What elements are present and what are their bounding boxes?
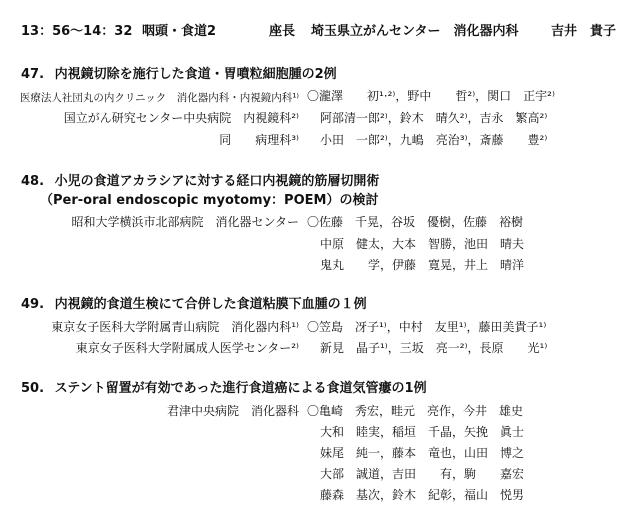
entry-title: ステント留置が有効であった進行食道癌による食道気管瘻の1例 — [54, 381, 427, 396]
affiliation: 医療法人社団丸の内クリニック 消化器内科・内視鏡内科¹⁾ — [19, 92, 299, 104]
entry-number: 49. — [21, 297, 45, 312]
authors: 〇亀崎 秀宏，畦元 亮作，今井 雄史 — [307, 404, 524, 418]
session-time: 13：56〜14：32 — [21, 24, 133, 39]
authors: 中原 健太，大本 智勝，池田 晴夫 — [320, 237, 525, 251]
entry-50-title-line — [21, 381, 427, 397]
entry-number: 50. — [21, 381, 45, 396]
authors: 藤森 基次，鈴木 紀彰，福山 悦男 — [320, 488, 525, 502]
authors: 〇瀧澤 初¹⋅²⁾，野中 哲²⁾，関口 正宇²⁾ — [307, 89, 555, 103]
affiliation: 東京女子医科大学附属青山病院 消化器内科¹⁾ — [51, 320, 299, 334]
affiliation: 昭和大学横浜市北部病院 消化器センター — [71, 215, 299, 229]
entry-number: 47. — [21, 67, 45, 82]
authors: 大和 睦実，稲垣 千晶，矢挽 眞士 — [320, 425, 525, 439]
affiliation: 東京女子医科大学附属成人医学センター²⁾ — [75, 341, 299, 355]
entry-49-title-line — [21, 297, 367, 313]
entry-title: 小児の食道アカラシアに対する経口内視鏡的筋層切開術 — [54, 174, 380, 189]
authors: 小田 一郎²⁾，九嶋 亮治³⁾，斎藤 豊²⁾ — [320, 133, 548, 147]
authors: 妹尾 純一，藤本 竜也，山田 博之 — [320, 446, 525, 460]
affiliation: 君津中央病院 消化器科 — [166, 404, 299, 418]
affiliation: 同 病理科³⁾ — [219, 133, 299, 147]
authors: 阿部清一郎²⁾，鈴木 晴久²⁾，吉永 繁高²⁾ — [320, 111, 548, 125]
chair-label: 座長 — [269, 24, 296, 39]
authors: 新見 晶子¹⁾，三坂 亮一²⁾，長原 光¹⁾ — [320, 341, 548, 355]
session-name: 咽頭・食道2 — [142, 24, 217, 39]
entry-title: 内視鏡的食道生検にて合併した食道粘膜下血腫の１例 — [54, 297, 367, 312]
chair-name: 吉井 貴子 — [551, 24, 617, 39]
authors: 〇佐藤 千晃，谷坂 優樹，佐藤 裕樹 — [307, 215, 524, 229]
affiliation: 国立がん研究センター中央病院 内視鏡科²⁾ — [63, 111, 299, 125]
entry-47-title-line — [21, 67, 337, 83]
entry-number: 48. — [21, 174, 45, 189]
entry-48-title-line — [21, 174, 379, 190]
authors: 鬼丸 学，伊藤 寛晃，井上 晴洋 — [320, 258, 525, 272]
authors: 大部 誠道，吉田 有，駒 嘉宏 — [320, 467, 525, 481]
entry-title-continued: （Per-oral endoscopic myotomy：POEM）の検討 — [40, 193, 379, 208]
authors: 〇笠島 冴子¹⁾，中村 友里¹⁾，藤田美貴子¹⁾ — [307, 320, 547, 334]
entry-title: 内視鏡切除を施行した食道・胃噴粒細胞腫の2例 — [54, 67, 337, 82]
chair-affiliation: 埼玉県立がんセンター 消化器内科 — [311, 24, 519, 39]
